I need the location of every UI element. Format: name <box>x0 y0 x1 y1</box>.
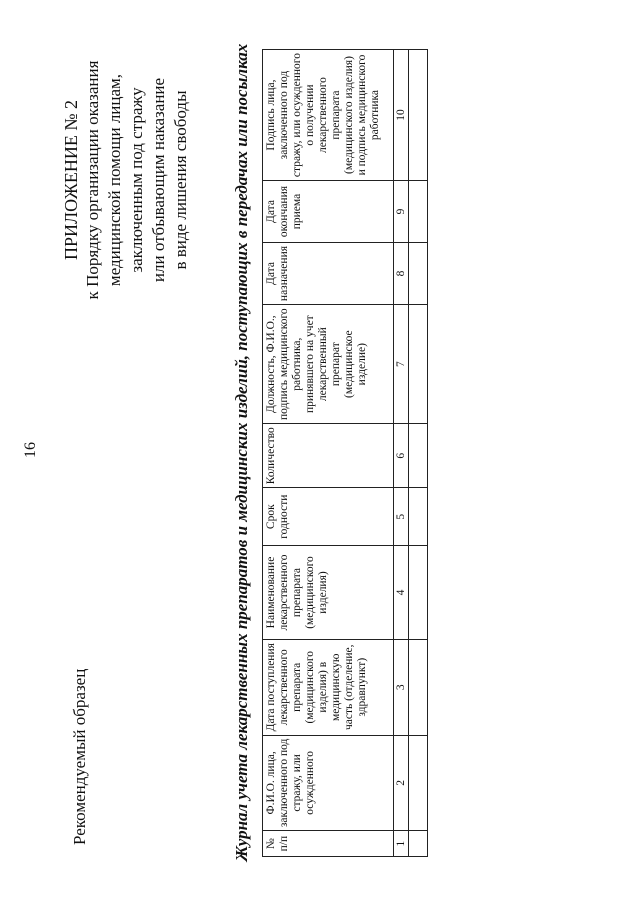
column-number: 5 <box>394 488 409 546</box>
column-number: 8 <box>394 242 409 304</box>
header-cell: Срок годности <box>263 488 394 546</box>
column-number: 3 <box>394 639 409 735</box>
empty-cell <box>409 831 428 857</box>
page-number: 16 <box>22 442 39 458</box>
column-number: 10 <box>394 50 409 181</box>
column-number: 6 <box>394 424 409 488</box>
header-cell: Дата назначения <box>263 242 394 304</box>
header-cell: Дата окончания приема <box>263 181 394 243</box>
appendix-line: или отбывающим наказание <box>149 77 168 283</box>
appendix-title: ПРИЛОЖЕНИЕ № 2 <box>61 99 81 261</box>
header-cell: Должность, Ф.И.О., подпись медицинского работника, принявшего на учет лекарственный препарат (медицинское изделие) <box>263 305 394 424</box>
column-number-row <box>394 50 409 857</box>
column-number: 9 <box>394 181 409 243</box>
empty-cell <box>409 181 428 243</box>
appendix-line: к Порядку организации оказания <box>83 60 102 300</box>
column-number: 1 <box>394 831 409 857</box>
appendix-line: медицинской помощи лицам, <box>105 73 124 287</box>
empty-cell <box>409 424 428 488</box>
empty-cell <box>409 50 428 181</box>
header-cell: Количество <box>263 424 394 488</box>
column-number: 4 <box>394 546 409 640</box>
header-cell: Дата поступления лекарственного препарата (медицинского изделия) в медицинскую часть (отделение, здравпункт) <box>263 639 394 735</box>
column-number: 2 <box>394 735 409 831</box>
journal-title: Журнал учета лекарственных препаратов и медицинских изделий, поступающих в передачах или посылках <box>232 43 251 862</box>
empty-row <box>409 50 428 857</box>
header-row <box>263 50 394 857</box>
column-number: 7 <box>394 305 409 424</box>
empty-cell <box>409 242 428 304</box>
journal-table <box>262 49 428 857</box>
header-cell: Ф.И.О. лица, заключенного под стражу, или осужденного <box>263 735 394 831</box>
appendix-line: заключенным под стражу <box>127 87 146 273</box>
header-cell: Наименование лекарственного препарата (медицинского изделия) <box>263 546 394 640</box>
empty-cell <box>409 639 428 735</box>
empty-cell <box>409 546 428 640</box>
empty-cell <box>409 488 428 546</box>
recommended-sample-label: Рекомендуемый образец <box>70 668 89 845</box>
header-cell: Подпись лица, заключенного под стражу, или осужденного о получении лекарственного препарата (медицинского изделия) и подпись медицинского работника <box>263 50 394 181</box>
header-cell: № п/п <box>263 831 394 857</box>
appendix-line: в виде лишения свободы <box>171 90 190 270</box>
appendix-block <box>60 15 192 345</box>
empty-cell <box>409 305 428 424</box>
empty-cell <box>409 735 428 831</box>
